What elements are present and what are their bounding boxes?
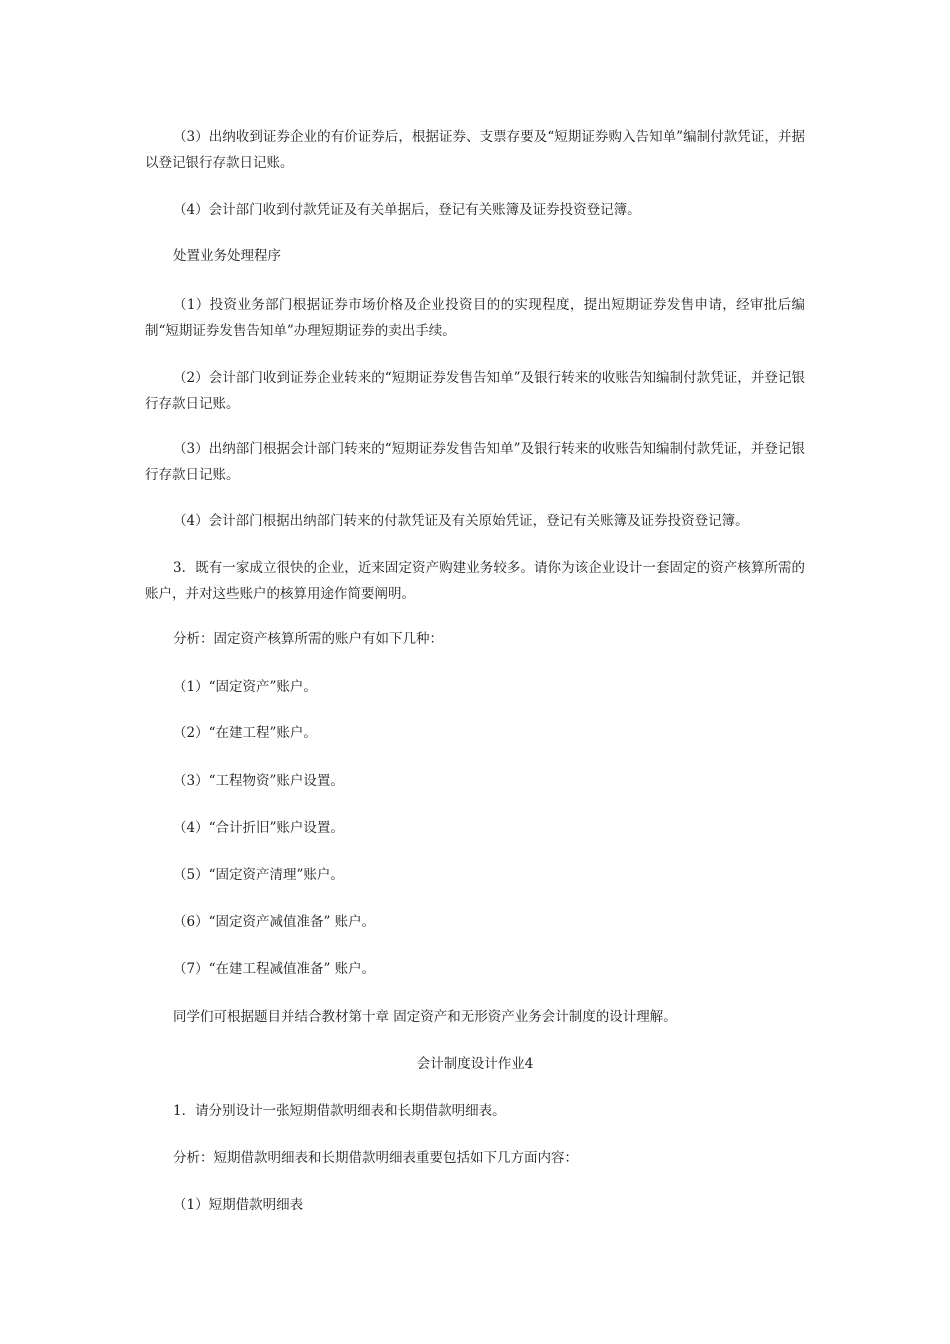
list-item-3: （3）“工程物资”账户设置。 xyxy=(173,773,344,789)
paragraph-19: 1．请分别设计一张短期借款明细表和长期借款明细表。 xyxy=(173,1103,506,1119)
paragraph-7: （4）会计部门根据出纳部门转来的付款凭证及有关原始凭证，登记有关账簿及证券投资登记簿。 xyxy=(173,513,749,529)
section-heading: 处置业务处理程序 xyxy=(173,248,281,264)
paragraph-4: （1）投资业务部门根据证券市场价格及企业投资目的的实现程度，提出短期证券发售申请，经审批后编制“短期证券发售告知单”办理短期证券的卖出手续。 xyxy=(145,297,805,339)
list-item-7: （7）“在建工程减值准备” 账户。 xyxy=(173,961,376,977)
paragraph-20: 分析：短期借款明细表和长期借款明细表重要包括如下几方面内容： xyxy=(173,1150,578,1166)
list-item-5: （5）“固定资产清理”账户。 xyxy=(173,867,344,883)
paragraph-5: （2）会计部门收到证券企业转来的“短期证券发售告知单”及银行转来的收账告知编制付款凭证，并登记银行存款日记账。 xyxy=(145,370,805,412)
list-item-1: （1）“固定资产”账户。 xyxy=(173,679,317,695)
assignment-title: 会计制度设计作业4 xyxy=(416,1056,534,1072)
paragraph-9: 分析：固定资产核算所需的账户有如下几种： xyxy=(173,631,443,647)
paragraph-2: （4）会计部门收到付款凭证及有关单据后，登记有关账簿及证券投资登记簿。 xyxy=(173,202,641,218)
paragraph-1: （3）出纳收到证券企业的有价证券后，根据证券、支票存要及“短期证券购入告知单”编制付款凭证，并据以登记银行存款日记账。 xyxy=(145,129,805,171)
paragraph-6: （3）出纳部门根据会计部门转来的“短期证券发售告知单”及银行转来的收账告知编制付款凭证，并登记银行存款日记账。 xyxy=(145,441,805,483)
list-item-4: （4）“合计折旧”账户设置。 xyxy=(173,820,344,836)
list-item-2: （2）“在建工程”账户。 xyxy=(173,725,317,741)
paragraph-8: 3．既有一家成立很快的企业，近来固定资产购建业务较多。请你为该企业设计一套固定的资产核算所需的账户，并对这些账户的核算用途作简要阐明。 xyxy=(145,560,805,602)
list-item-6: （6）“固定资产减值准备” 账户。 xyxy=(173,914,376,930)
paragraph-21: （1）短期借款明细表 xyxy=(173,1197,304,1213)
paragraph-17: 同学们可根据题目并结合教材第十章 固定资产和无形资产业务会计制度的设计理解。 xyxy=(173,1009,677,1025)
